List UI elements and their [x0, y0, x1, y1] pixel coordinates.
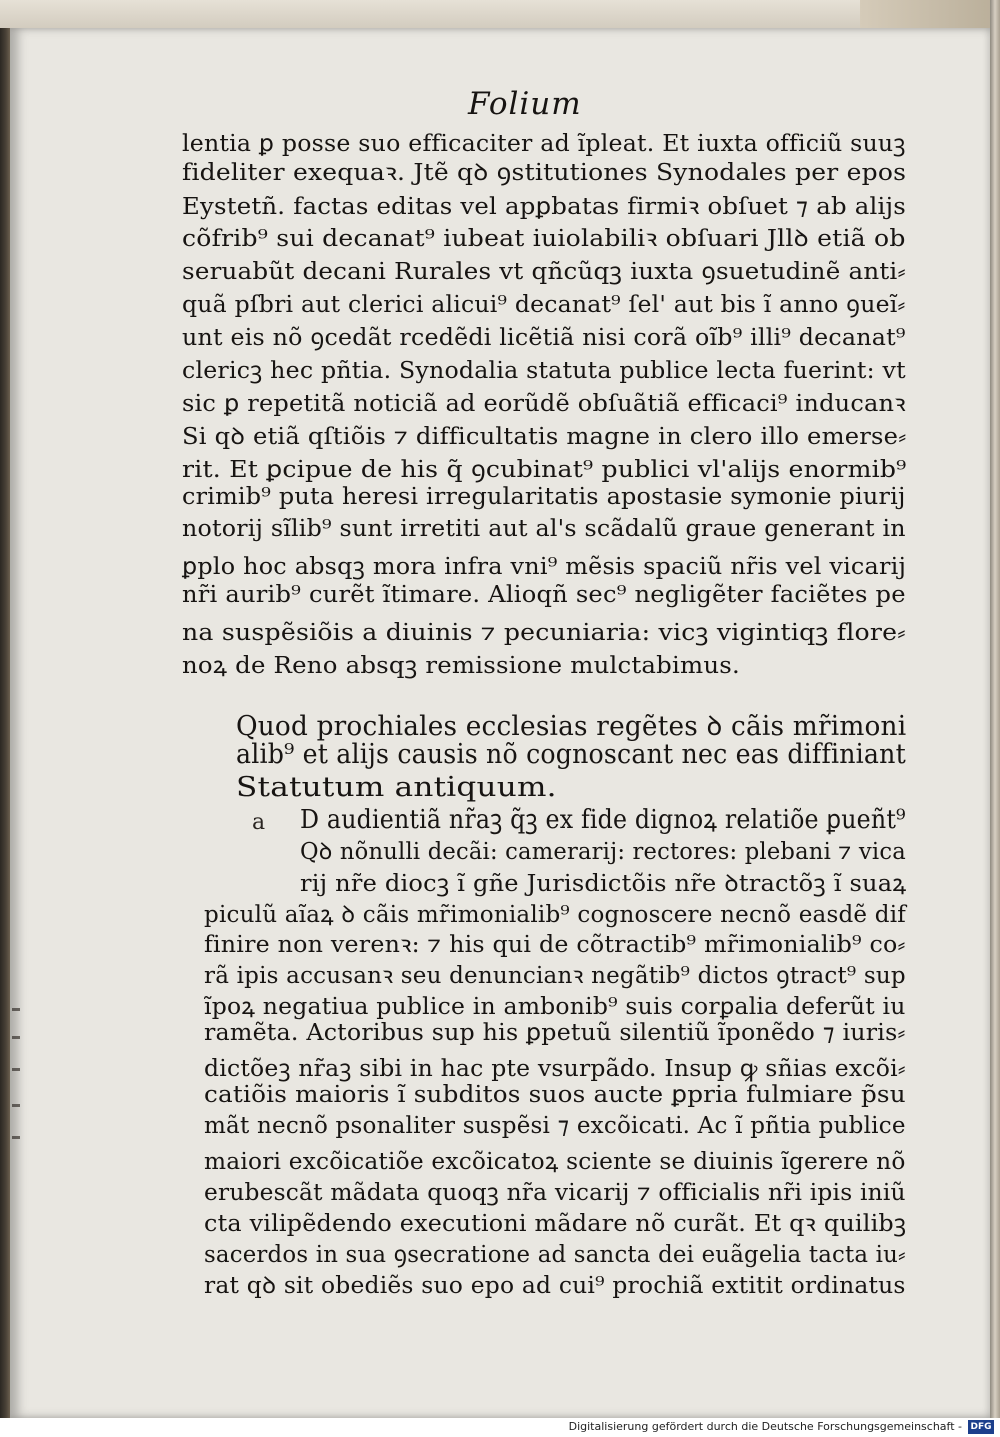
text-line: maiori excõicatiõe excõicatoꝝ sciente se diuinis ĩgerere nõ [204, 1149, 906, 1175]
text-line: catiõis maioris ĩ subditos suos aucte ꝑpria fulmiare p̃su [204, 1082, 906, 1108]
scan-top-corner [860, 0, 1000, 28]
funding-credit: Digitalisierung gefördert durch die Deutsche Forschungsgemeinschaft - [568, 1420, 962, 1433]
footer-bar [0, 1418, 1000, 1437]
text-line: piculũ aĩaꝝ ꝺ cãis mr̃imonialib⁹ cognoscere necnõ easdẽ dif [204, 902, 907, 928]
text-line: rat qꝺ sit obediẽs suo epo ad cui⁹ prochiã extitit ordinatus [204, 1273, 906, 1299]
text-line: Qꝺ nõnulli decãi: camerarij: rectores: plebani ⁊ vica [300, 839, 906, 865]
text-line: notorij sĩlib⁹ sunt irretiti aut al's scãdalũ graue generant in [182, 516, 906, 542]
text-line: D audientiã nr̃aꝫ q̃ꝫ ex fide dignoꝝ relatiõe ꝑueñt⁹ [300, 805, 906, 835]
text-line: mãt necnõ psonaliter suspẽsi ⁊ excõicati. Ac ĩ pñtia publice [204, 1113, 906, 1139]
page-header: Folium [468, 86, 582, 122]
rubric-line: Statutum antiquum. [236, 772, 557, 803]
text-line: cta vilipẽdendo executioni mãdare nõ curãt. Et qꝛ quilibꝫ [204, 1211, 907, 1237]
scan-top-strip [0, 0, 1000, 28]
text-line: sic ꝑ repetitã noticiã ad eorũdẽ obſuãtiã efficaci⁹ inducanꝛ [182, 391, 906, 417]
text-line: rã ipis accusanꝛ seu denuncianꝛ negãtib⁹ dictos ꝯtract⁹ sup [204, 963, 906, 989]
dfg-logo: DFG [968, 1420, 994, 1434]
text-line: nr̃i aurib⁹ curẽt ĩtimare. Alioqñ sec⁹ negligẽter faciẽtes pe [182, 582, 906, 608]
text-line: Eystetñ. factas editas vel apꝑbatas firmiꝛ obſuet ⁊ ab alijs [182, 194, 907, 220]
text-line: dictõeꝫ nr̃aꝫ sibi in hac pte vsurpãdo. Insup ꝙ sñias excõi⸗ [204, 1056, 906, 1082]
text-line: crimib⁹ puta heresi irregularitatis apostasie symonie piurij [182, 484, 906, 510]
text-line: lentia ꝑ posse suo efficaciter ad ĩpleat. Et iuxta officiũ suuꝫ [182, 131, 906, 157]
text-line: Si qꝺ etiã qſtiõis ⁊ difficultatis magne in clero illo emerse⸗ [182, 424, 907, 450]
text-line: unt eis nõ ꝯcedãt rcedẽdi licẽtiã nisi corã oĩb⁹ illi⁹ decanat⁹ [182, 325, 906, 351]
text-line: rij nr̃e diocꝫ ĩ gñe Jurisdictõis nr̃e ꝺtractõꝫ ĩ suaꝝ [300, 871, 907, 897]
text-line: cõfrib⁹ sui decanat⁹ iubeat iuiolabiliꝛ obſuari Jllꝺ etiã ob [182, 226, 906, 252]
text-line: erubescãt mãdata quoqꝫ nr̃a vicarij ⁊ officialis nr̃i ipis iniũ [204, 1180, 906, 1206]
guide-letter: a [252, 810, 266, 835]
gutter-marks [10, 1008, 24, 1148]
text-line: finire non verenꝛ: ⁊ his qui de cõtractib⁹ mr̃imonialib⁹ co⸗ [204, 932, 906, 958]
text-line: noꝝ de Reno absqꝫ remissione mulctabimus. [182, 653, 740, 679]
scan-right-edge [990, 0, 1000, 1418]
text-line: sacerdos in sua ꝯsecratione ad sancta dei euãgelia tacta iu⸗ [204, 1242, 906, 1268]
text-line: seruabũt decani Rurales vt qñcũqꝫ iuxta ꝯsuetudinẽ anti⸗ [182, 259, 906, 285]
rubric-line: alib⁹ et alijs causis nõ cognoscant nec eas diffiniant [236, 739, 906, 770]
text-line: ramẽta. Actoribus sup his ꝑpetuũ silentiũ ĩponẽdo ⁊ iuris⸗ [204, 1020, 906, 1046]
text-line: fideliter exequaꝛ. Jtẽ qꝺ ꝯstitutiones Synodales per epos [182, 160, 907, 186]
text-line: ꝑplo hoc absqꝫ mora infra vni⁹ mẽsis spaciũ nr̃is vel vicarij [182, 554, 907, 580]
text-line: rit. Et ꝑcipue de his q̃ ꝯcubinat⁹ publici vl'alijs enormib⁹ [182, 457, 907, 483]
text-line: na suspẽsiõis a diuinis ⁊ pecuniaria: vicꝫ vigintiqꝫ flore⸗ [182, 620, 906, 646]
rubric-line: Quod prochiales ecclesias regẽtes ꝺ cãis mr̃imoni [236, 711, 907, 742]
text-line: clericꝫ hec pñtia. Synodalia statuta publice lecta fuerint: vt [182, 358, 906, 384]
text-line: quã pſbri aut clerici alicui⁹ decanat⁹ ſel' aut bis ĩ anno ꝯueĩ⸗ [182, 292, 906, 318]
text-line: ĩpoꝝ negatiua publice in ambonib⁹ suis corꝑalia deferũt iu [204, 994, 906, 1020]
